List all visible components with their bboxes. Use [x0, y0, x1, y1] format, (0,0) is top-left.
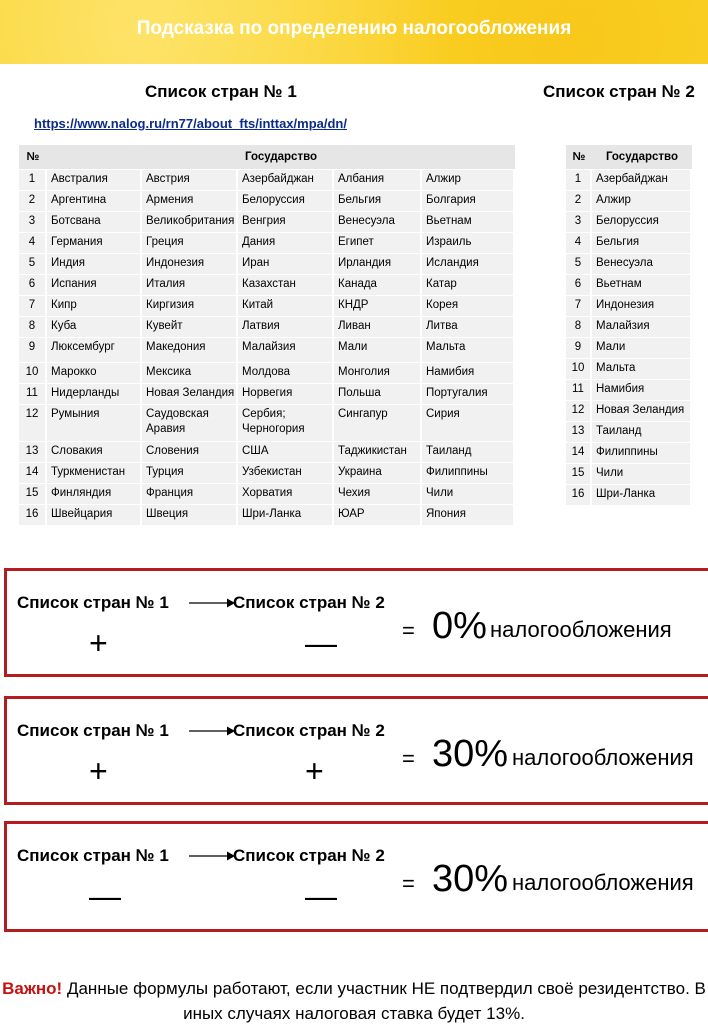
row-number: 2 — [566, 191, 592, 211]
country-cell: Иран — [238, 254, 334, 274]
country-cell: Мексика — [142, 363, 238, 383]
formula-sign-left: + — [89, 625, 108, 661]
country-cell: Алжир — [422, 170, 515, 190]
row-number: 16 — [566, 485, 592, 505]
country-cell: Венгрия — [238, 212, 334, 232]
country-cell: Хорватия — [238, 484, 334, 504]
country-cell: Польша — [334, 384, 422, 404]
formula-rate-label: налогообложения — [512, 745, 694, 770]
important-note — [0, 976, 708, 1026]
table-row — [19, 363, 515, 383]
column-header-state: Государство — [47, 145, 515, 169]
country-cell: Алжир — [592, 191, 692, 211]
country-cell: Монголия — [334, 363, 422, 383]
country-cell: Таиланд — [422, 442, 515, 462]
country-cell: Шри-Ланка — [238, 505, 334, 525]
arrow-right-icon — [187, 595, 235, 611]
table-row — [19, 317, 515, 337]
row-number: 1 — [19, 170, 47, 190]
country-cell: Люксембург — [47, 338, 142, 362]
list2-title: Список стран № 2 — [543, 82, 695, 101]
arrow-right-icon — [187, 723, 235, 739]
country-cell: Молдова — [238, 363, 334, 383]
country-cell: Бельгия — [592, 233, 692, 253]
row-number: 13 — [19, 442, 47, 462]
country-cell: Италия — [142, 275, 238, 295]
country-cell: Мальта — [592, 359, 692, 379]
table-row — [19, 296, 515, 316]
country-cell: Македония — [142, 338, 238, 362]
country-cell: Белоруссия — [238, 191, 334, 211]
country-cell: Кипр — [47, 296, 142, 316]
row-number: 14 — [566, 443, 592, 463]
formula-right-list: Список стран № 2 — [233, 593, 385, 612]
formula-sign-left: — — [89, 878, 121, 914]
formula-rate: 30% — [432, 858, 509, 900]
country-cell: Туркменистан — [47, 463, 142, 483]
country-cell: Дания — [238, 233, 334, 253]
country-cell: Таиланд — [592, 422, 692, 442]
country-cell: Албания — [334, 170, 422, 190]
row-number: 11 — [19, 384, 47, 404]
formula-right-list: Список стран № 2 — [233, 846, 385, 865]
country-cell: Израиль — [422, 233, 515, 253]
row-number: 6 — [19, 275, 47, 295]
row-number: 4 — [566, 233, 592, 253]
country-cell: Ботсвана — [47, 212, 142, 232]
note-text: Данные формулы работают, если участник НЕ подтвердил своё резидентство. В иных случаях налоговая ставка будет 13%. — [62, 979, 706, 1023]
country-cell: Намибия — [422, 363, 515, 383]
formula-rate: 0% — [432, 605, 487, 647]
table-row — [19, 233, 515, 253]
source-link[interactable]: https://www.nalog.ru/rn77/about_fts/inttax/mpa/dn/ — [34, 116, 347, 131]
row-number: 15 — [19, 484, 47, 504]
country-cell: Азербайджан — [592, 170, 692, 190]
table-row — [19, 505, 515, 525]
row-number: 9 — [19, 338, 47, 362]
country-cell: Вьетнам — [592, 275, 692, 295]
country-cell: Чили — [422, 484, 515, 504]
country-cell: Сирия — [422, 405, 515, 441]
table-header-row — [19, 145, 515, 169]
arrow-right-icon — [187, 848, 235, 864]
table-row — [19, 484, 515, 504]
table-row — [566, 401, 692, 421]
table-row — [566, 233, 692, 253]
formula-left-list: Список стран № 1 — [17, 721, 169, 740]
table-row — [19, 191, 515, 211]
country-cell: Кувейт — [142, 317, 238, 337]
table-row — [566, 254, 692, 274]
table-row — [19, 170, 515, 190]
table-row — [566, 422, 692, 442]
table-row — [566, 275, 692, 295]
table-row — [566, 359, 692, 379]
row-number: 3 — [566, 212, 592, 232]
row-number: 3 — [19, 212, 47, 232]
country-cell: Греция — [142, 233, 238, 253]
formula-rate: 30% — [432, 733, 509, 775]
formula-sign-right: — — [305, 625, 337, 661]
country-cell: Австралия — [47, 170, 142, 190]
row-number: 4 — [19, 233, 47, 253]
formula-equals: = — [402, 871, 415, 896]
country-cell: Малайзия — [592, 317, 692, 337]
country-cell: Вьетнам — [422, 212, 515, 232]
country-cell: Китай — [238, 296, 334, 316]
country-cell: Болгария — [422, 191, 515, 211]
country-cell: Португалия — [422, 384, 515, 404]
table-header-row — [566, 145, 692, 169]
country-cell: США — [238, 442, 334, 462]
country-cell: Испания — [47, 275, 142, 295]
row-number: 16 — [19, 505, 47, 525]
formula-sign-right: — — [305, 878, 337, 914]
page-title: Подсказка по определению налогообложения — [136, 18, 572, 39]
country-cell: Швеция — [142, 505, 238, 525]
country-cell: Канада — [334, 275, 422, 295]
table-row — [566, 485, 692, 505]
column-header-state: Государство — [592, 145, 692, 169]
country-cell: Бельгия — [334, 191, 422, 211]
country-cell: Новая Зеландия — [592, 401, 692, 421]
country-cell: Шри-Ланка — [592, 485, 692, 505]
country-cell: Финляндия — [47, 484, 142, 504]
list1-title: Список стран № 1 — [145, 82, 297, 101]
country-cell: Ливан — [334, 317, 422, 337]
country-cell: Словакия — [47, 442, 142, 462]
country-cell: Филиппины — [592, 443, 692, 463]
country-cell: Швейцария — [47, 505, 142, 525]
country-cell: Аргентина — [47, 191, 142, 211]
country-cell: Великобритания — [142, 212, 238, 232]
country-cell: КНДР — [334, 296, 422, 316]
table-row — [19, 463, 515, 483]
country-cell: Словения — [142, 442, 238, 462]
country-cell: Узбекистан — [238, 463, 334, 483]
formula-right-list: Список стран № 2 — [233, 721, 385, 740]
formula-left-list: Список стран № 1 — [17, 593, 169, 612]
country-cell: Марокко — [47, 363, 142, 383]
formula-box — [4, 821, 708, 932]
table-row — [566, 296, 692, 316]
country-cell: Литва — [422, 317, 515, 337]
row-number: 5 — [19, 254, 47, 274]
table-row — [19, 275, 515, 295]
formula-box — [4, 696, 708, 805]
country-cell: Куба — [47, 317, 142, 337]
formula-left-list: Список стран № 1 — [17, 846, 169, 865]
country-cell: Белоруссия — [592, 212, 692, 232]
country-cell: Киргизия — [142, 296, 238, 316]
country-cell: Катар — [422, 275, 515, 295]
row-number: 12 — [19, 405, 47, 441]
row-number: 8 — [566, 317, 592, 337]
country-cell: Азербайджан — [238, 170, 334, 190]
formula-sign-left: + — [89, 753, 108, 789]
country-cell: Румыния — [47, 405, 142, 441]
country-cell: Мали — [334, 338, 422, 362]
table-row — [566, 170, 692, 190]
column-header-number: № — [566, 145, 592, 169]
table-row — [19, 212, 515, 232]
row-number: 11 — [566, 380, 592, 400]
country-cell: Корея — [422, 296, 515, 316]
table-row — [19, 405, 515, 441]
country-cell: Ирландия — [334, 254, 422, 274]
country-cell: Саудовская Аравия — [142, 405, 238, 441]
note-highlight: Важно! — [2, 979, 63, 998]
row-number: 13 — [566, 422, 592, 442]
table-row — [19, 384, 515, 404]
country-cell: ЮАР — [334, 505, 422, 525]
row-number: 14 — [19, 463, 47, 483]
country-cell: Германия — [47, 233, 142, 253]
table-row — [566, 443, 692, 463]
row-number: 7 — [566, 296, 592, 316]
row-number: 10 — [566, 359, 592, 379]
table-row — [566, 380, 692, 400]
country-cell: Турция — [142, 463, 238, 483]
row-number: 5 — [566, 254, 592, 274]
formula-equals: = — [402, 746, 415, 771]
header-banner — [0, 0, 708, 64]
row-number: 8 — [19, 317, 47, 337]
country-cell: Венесуэла — [592, 254, 692, 274]
country-cell: Индия — [47, 254, 142, 274]
country-cell: Филиппины — [422, 463, 515, 483]
table-row — [19, 338, 515, 362]
country-cell: Нидерланды — [47, 384, 142, 404]
country-list-1-table — [19, 144, 515, 526]
country-cell: Египет — [334, 233, 422, 253]
country-cell: Мали — [592, 338, 692, 358]
formula-rate-label: налогообложения — [490, 617, 672, 642]
row-number: 12 — [566, 401, 592, 421]
country-cell: Исландия — [422, 254, 515, 274]
table-row — [566, 212, 692, 232]
country-cell: Чехия — [334, 484, 422, 504]
table-row — [566, 191, 692, 211]
row-number: 15 — [566, 464, 592, 484]
country-cell: Чили — [592, 464, 692, 484]
country-cell: Мальта — [422, 338, 515, 362]
country-cell: Намибия — [592, 380, 692, 400]
column-header-number: № — [19, 145, 47, 169]
country-cell: Венесуэла — [334, 212, 422, 232]
row-number: 7 — [19, 296, 47, 316]
country-cell: Индонезия — [592, 296, 692, 316]
row-number: 9 — [566, 338, 592, 358]
country-cell: Сингапур — [334, 405, 422, 441]
formula-box — [4, 568, 708, 677]
country-cell: Малайзия — [238, 338, 334, 362]
country-cell: Норвегия — [238, 384, 334, 404]
country-cell: Таджикистан — [334, 442, 422, 462]
country-cell: Австрия — [142, 170, 238, 190]
country-cell: Украина — [334, 463, 422, 483]
formula-equals: = — [402, 618, 415, 643]
country-list-2-table — [566, 144, 692, 506]
row-number: 6 — [566, 275, 592, 295]
country-cell: Япония — [422, 505, 515, 525]
country-cell: Франция — [142, 484, 238, 504]
table-row — [566, 317, 692, 337]
table-row — [566, 464, 692, 484]
row-number: 10 — [19, 363, 47, 383]
table-row — [566, 338, 692, 358]
formula-sign-right: + — [305, 753, 324, 789]
row-number: 2 — [19, 191, 47, 211]
table-row — [19, 254, 515, 274]
country-cell: Казахстан — [238, 275, 334, 295]
country-cell: Индонезия — [142, 254, 238, 274]
row-number: 1 — [566, 170, 592, 190]
formula-rate-label: налогообложения — [512, 870, 694, 895]
country-cell: Армения — [142, 191, 238, 211]
country-cell: Новая Зеландия — [142, 384, 238, 404]
country-cell: Сербия; Черногория — [238, 405, 334, 441]
table-row — [19, 442, 515, 462]
country-cell: Латвия — [238, 317, 334, 337]
